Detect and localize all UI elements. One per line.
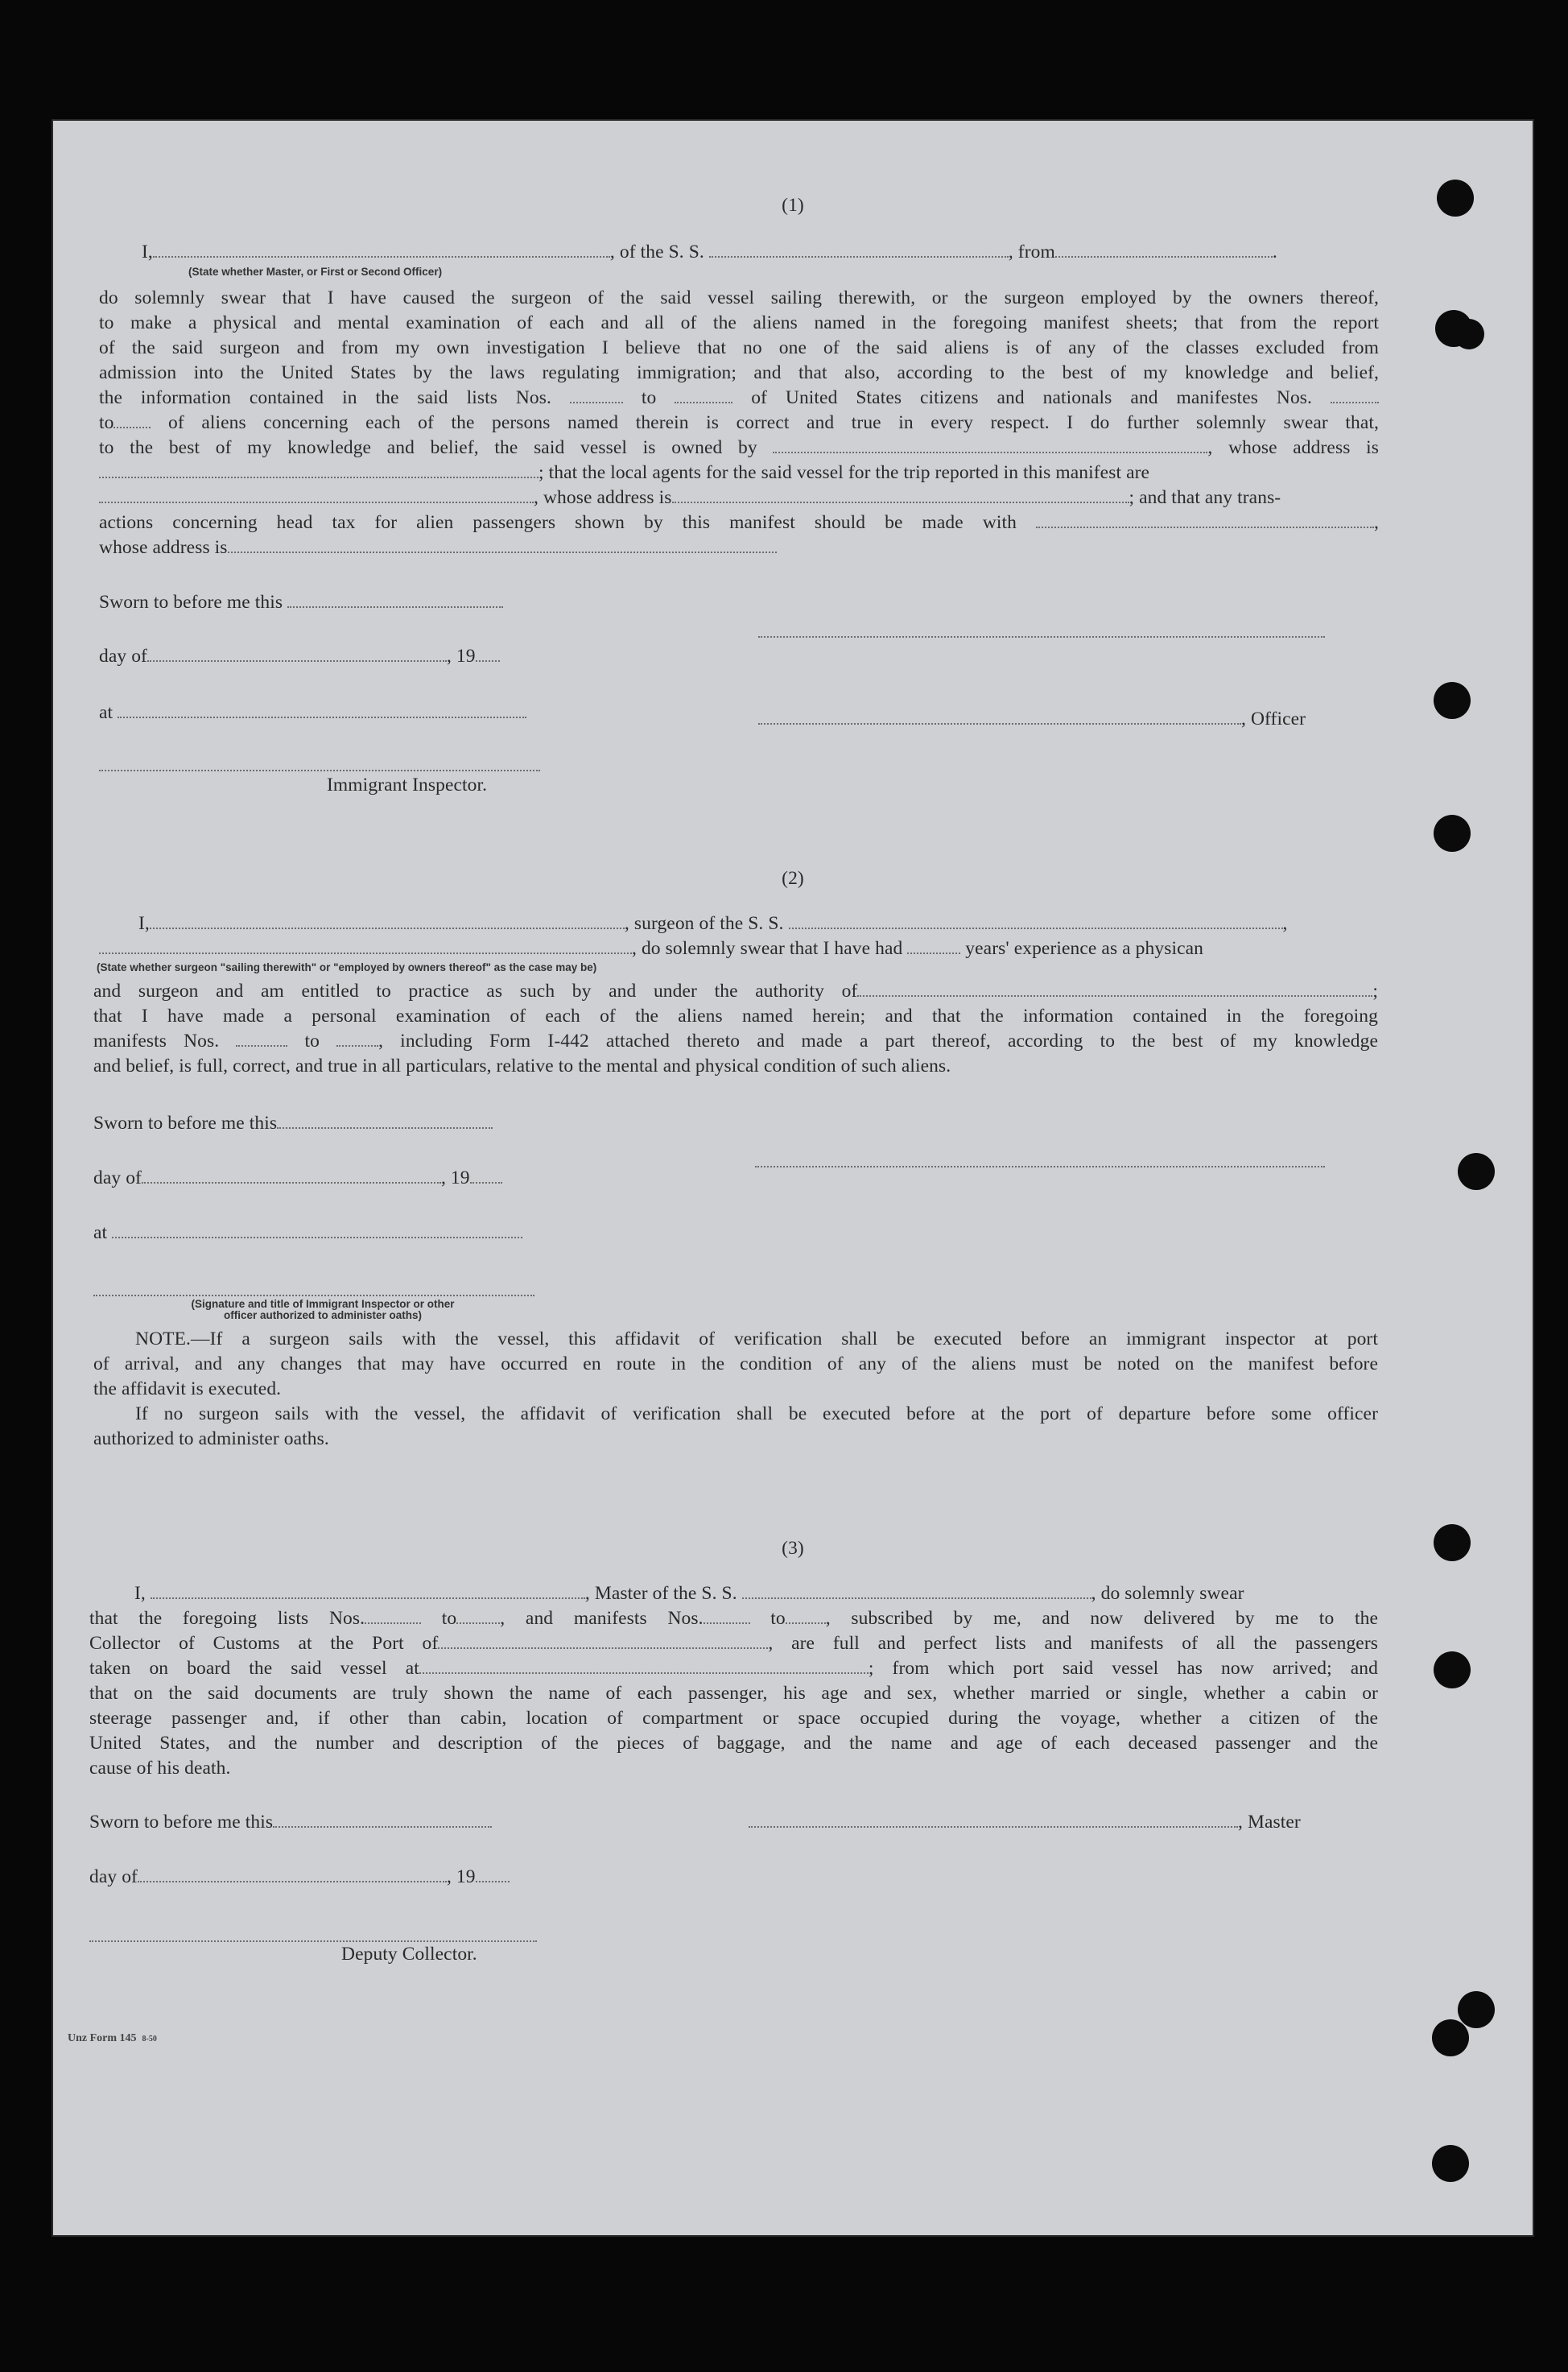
s1-inspector: Immigrant Inspector. bbox=[327, 775, 488, 795]
s2-ship-field[interactable] bbox=[789, 928, 1283, 929]
s3-sworn-field[interactable] bbox=[273, 1826, 492, 1828]
s1-para-3: admission into the United States by the laws regulating immigration; and that also, according to the best of my knowledge and belief, bbox=[99, 362, 1379, 383]
s3-line1: I, , Master of the S. S. , do solemnly swear bbox=[134, 1583, 1244, 1604]
s1-line-owned: to the best of my knowledge and belief, the said vessel is owned by , whose address is bbox=[99, 437, 1379, 458]
s2-line4: that I have made a personal examination of each of the aliens named herein; and that the information contained in the foregoing bbox=[93, 1006, 1378, 1027]
s1-caption: (State whether Master, or First or Second Officer) bbox=[188, 266, 443, 278]
agents-field[interactable] bbox=[99, 502, 534, 503]
master-signature-field[interactable] bbox=[749, 1826, 1238, 1828]
s2-signature-line[interactable] bbox=[755, 1166, 1325, 1167]
s2-caption: (State whether surgeon "sailing therewith" or "employed by owners thereof" as the case may be) bbox=[97, 961, 597, 973]
s2-inspector-line[interactable] bbox=[93, 1295, 534, 1296]
s1-year-field[interactable] bbox=[476, 660, 500, 662]
s1-line-whose: whose address is bbox=[99, 535, 777, 560]
s3-list-from-field[interactable] bbox=[365, 1622, 421, 1624]
punch-hole bbox=[1437, 180, 1474, 217]
s2-line3: and surgeon and am entitled to practice as such by and under the authority of ; bbox=[93, 981, 1378, 1002]
s2-sworn: Sworn to before me this bbox=[93, 1111, 493, 1136]
section-number-2: (2) bbox=[782, 868, 804, 889]
s1-para-0: do solemnly swear that I have caused the surgeon of the said vessel sailing therewith, or the surgeon employed by the owners thereof, bbox=[99, 287, 1379, 308]
surgeon-name-field[interactable] bbox=[150, 928, 625, 929]
s1-line-to: to of aliens concerning each of the persons named therein is correct and true in every respect. I do further solemnly swear that, bbox=[99, 412, 1379, 433]
s3-line3: Collector of Customs at the Port of , are full and perfect lists and manifests of all the passengers bbox=[89, 1633, 1378, 1654]
punch-hole bbox=[1434, 682, 1471, 719]
list-no-to-field[interactable] bbox=[675, 402, 732, 403]
s3-ship-field[interactable] bbox=[742, 1597, 1091, 1599]
manifest-no-from-field[interactable] bbox=[1331, 402, 1379, 403]
punch-hole bbox=[1434, 1651, 1471, 1688]
s3-day: day of , 19 bbox=[89, 1865, 510, 1890]
punch-hole bbox=[1432, 2019, 1469, 2056]
s2-line5: manifests Nos. to , including Form I-442 attached thereto and made a part thereof, according to the best of my knowledge bbox=[93, 1031, 1378, 1052]
agents-address-field[interactable] bbox=[672, 502, 1129, 503]
s2-manifest-from-field[interactable] bbox=[236, 1045, 287, 1047]
s2-day: day of , 19 bbox=[93, 1166, 502, 1191]
owner-field[interactable] bbox=[773, 452, 1207, 453]
s2-sig-caption-1: (Signature and title of Immigrant Inspector or other bbox=[191, 1298, 455, 1310]
s3-deputy: Deputy Collector. bbox=[341, 1944, 477, 1965]
authority-field[interactable] bbox=[857, 995, 1372, 997]
s1-day: day of , 19 bbox=[99, 644, 500, 669]
s3-line4: taken on board the said vessel at ; from which port said vessel has now arrived; and bbox=[89, 1658, 1378, 1679]
s2-line1: I, , surgeon of the S. S. , bbox=[138, 913, 1288, 934]
s2-line6: and belief, is full, correct, and true in all particulars, relative to the mental and physical condition of such aliens. bbox=[93, 1056, 951, 1076]
s3-para-1: steerage passenger and, if other than cabin, location of compartment or space occupied during the voyage, whether a citizen of the bbox=[89, 1708, 1378, 1729]
s1-line-head: actions concerning head tax for alien passengers shown by this manifest should be made with , bbox=[99, 512, 1379, 533]
head-tax-field[interactable] bbox=[1036, 527, 1374, 528]
s1-at: at bbox=[99, 700, 526, 725]
ship-name-field[interactable] bbox=[709, 256, 1009, 258]
s3-manifest-to-field[interactable] bbox=[786, 1622, 826, 1624]
punch-hole bbox=[1458, 1991, 1495, 2028]
punch-hole bbox=[1454, 319, 1484, 349]
officer-signature-field[interactable] bbox=[758, 723, 1241, 725]
s1-sworn-field[interactable] bbox=[287, 606, 503, 608]
s2-note-0: NOTE.—If a surgeon sails with the vessel, this affidavit of verification shall be executed before an immigrant inspector at port bbox=[135, 1329, 1378, 1349]
s3-list-to-field[interactable] bbox=[456, 1622, 500, 1624]
s2-sworn-field[interactable] bbox=[277, 1127, 493, 1129]
s3-day-field[interactable] bbox=[138, 1881, 447, 1882]
s2-year-field[interactable] bbox=[470, 1182, 502, 1184]
s2-at-field[interactable] bbox=[112, 1237, 522, 1238]
s2-note2-0: If no surgeon sails with the vessel, the affidavit of verification shall be executed before at the port of departure before some officer bbox=[135, 1403, 1378, 1424]
s2-manifest-to-field[interactable] bbox=[336, 1045, 378, 1047]
s1-para-2: of the said surgeon and from my own investigation I believe that no one of the said aliens is of any of the classes excluded from bbox=[99, 337, 1379, 358]
punch-hole bbox=[1434, 815, 1471, 852]
s1-line1: I, , of the S. S. , from . bbox=[142, 242, 1277, 262]
s1-signature-line[interactable] bbox=[758, 636, 1325, 638]
head-tax-address-field[interactable] bbox=[228, 552, 777, 553]
manifest-no-to-field[interactable] bbox=[113, 427, 151, 428]
s2-note2-1: authorized to administer oaths. bbox=[93, 1428, 329, 1449]
s2-at: at bbox=[93, 1221, 522, 1246]
punch-hole bbox=[1458, 1153, 1495, 1190]
rank-field[interactable] bbox=[153, 256, 610, 258]
s1-line-nos: the information contained in the said lists Nos. to of United States citizens and nationals and manifestes Nos. bbox=[99, 386, 1379, 411]
s2-sig-caption-2: officer authorized to administer oaths) bbox=[223, 1309, 423, 1321]
s2-line2: , do solemnly swear that I have had years' experience as a physican bbox=[99, 936, 1379, 961]
embark-port-field[interactable] bbox=[419, 1672, 869, 1674]
s3-manifest-from-field[interactable] bbox=[704, 1622, 750, 1624]
s1-inspector-line[interactable] bbox=[99, 770, 540, 771]
s1-sworn: Sworn to before me this bbox=[99, 590, 503, 615]
master-name-field[interactable] bbox=[151, 1597, 585, 1599]
form-number: Unz Form 145 8-50 bbox=[68, 2032, 157, 2044]
s3-para-last: cause of his death. bbox=[89, 1758, 231, 1779]
section-number-1: (1) bbox=[782, 195, 804, 216]
years-experience-field[interactable] bbox=[907, 953, 960, 954]
s3-para-2: United States, and the number and description of the pieces of baggage, and the name and age of each deceased passenger and the bbox=[89, 1733, 1378, 1754]
s1-line-agents: ; that the local agents for the said vessel for the trip reported in this manifest are bbox=[99, 461, 1379, 486]
form-page bbox=[52, 119, 1534, 2237]
s1-at-field[interactable] bbox=[118, 717, 526, 718]
s3-line2: that the foregoing lists Nos. to , and manifests Nos. to , subscribed by me, and now delivered by me to the bbox=[89, 1608, 1378, 1629]
from-port-field[interactable] bbox=[1055, 256, 1273, 258]
s1-para-1: to make a physical and mental examination of each and all of the aliens named in the foregoing manifest sheets; that from the report bbox=[99, 312, 1379, 333]
owner-address-field[interactable] bbox=[99, 477, 538, 478]
surgeon-status-field[interactable] bbox=[99, 953, 632, 954]
list-no-from-field[interactable] bbox=[570, 402, 623, 403]
s3-sworn: Sworn to before me this bbox=[89, 1810, 492, 1835]
s3-master: , Master bbox=[749, 1810, 1301, 1835]
port-field[interactable] bbox=[438, 1647, 768, 1649]
punch-hole bbox=[1432, 2145, 1469, 2182]
s2-note-2: the affidavit is executed. bbox=[93, 1378, 282, 1399]
s1-day-field[interactable] bbox=[147, 660, 447, 662]
s2-day-field[interactable] bbox=[142, 1182, 441, 1184]
punch-hole bbox=[1434, 1524, 1471, 1561]
s3-year-field[interactable] bbox=[476, 1881, 510, 1882]
s1-officer: , Officer bbox=[758, 707, 1306, 732]
s3-para-0: that on the said documents are truly shown the name of each passenger, his age and sex, whether married or single, whether a cabin or bbox=[89, 1683, 1378, 1704]
s2-note-1: of arrival, and any changes that may have occurred en route in the condition of any of the aliens must be noted on the manifest before bbox=[93, 1353, 1378, 1374]
section-number-3: (3) bbox=[782, 1538, 804, 1559]
s1-line-agents2: , whose address is ; and that any trans- bbox=[99, 486, 1379, 510]
